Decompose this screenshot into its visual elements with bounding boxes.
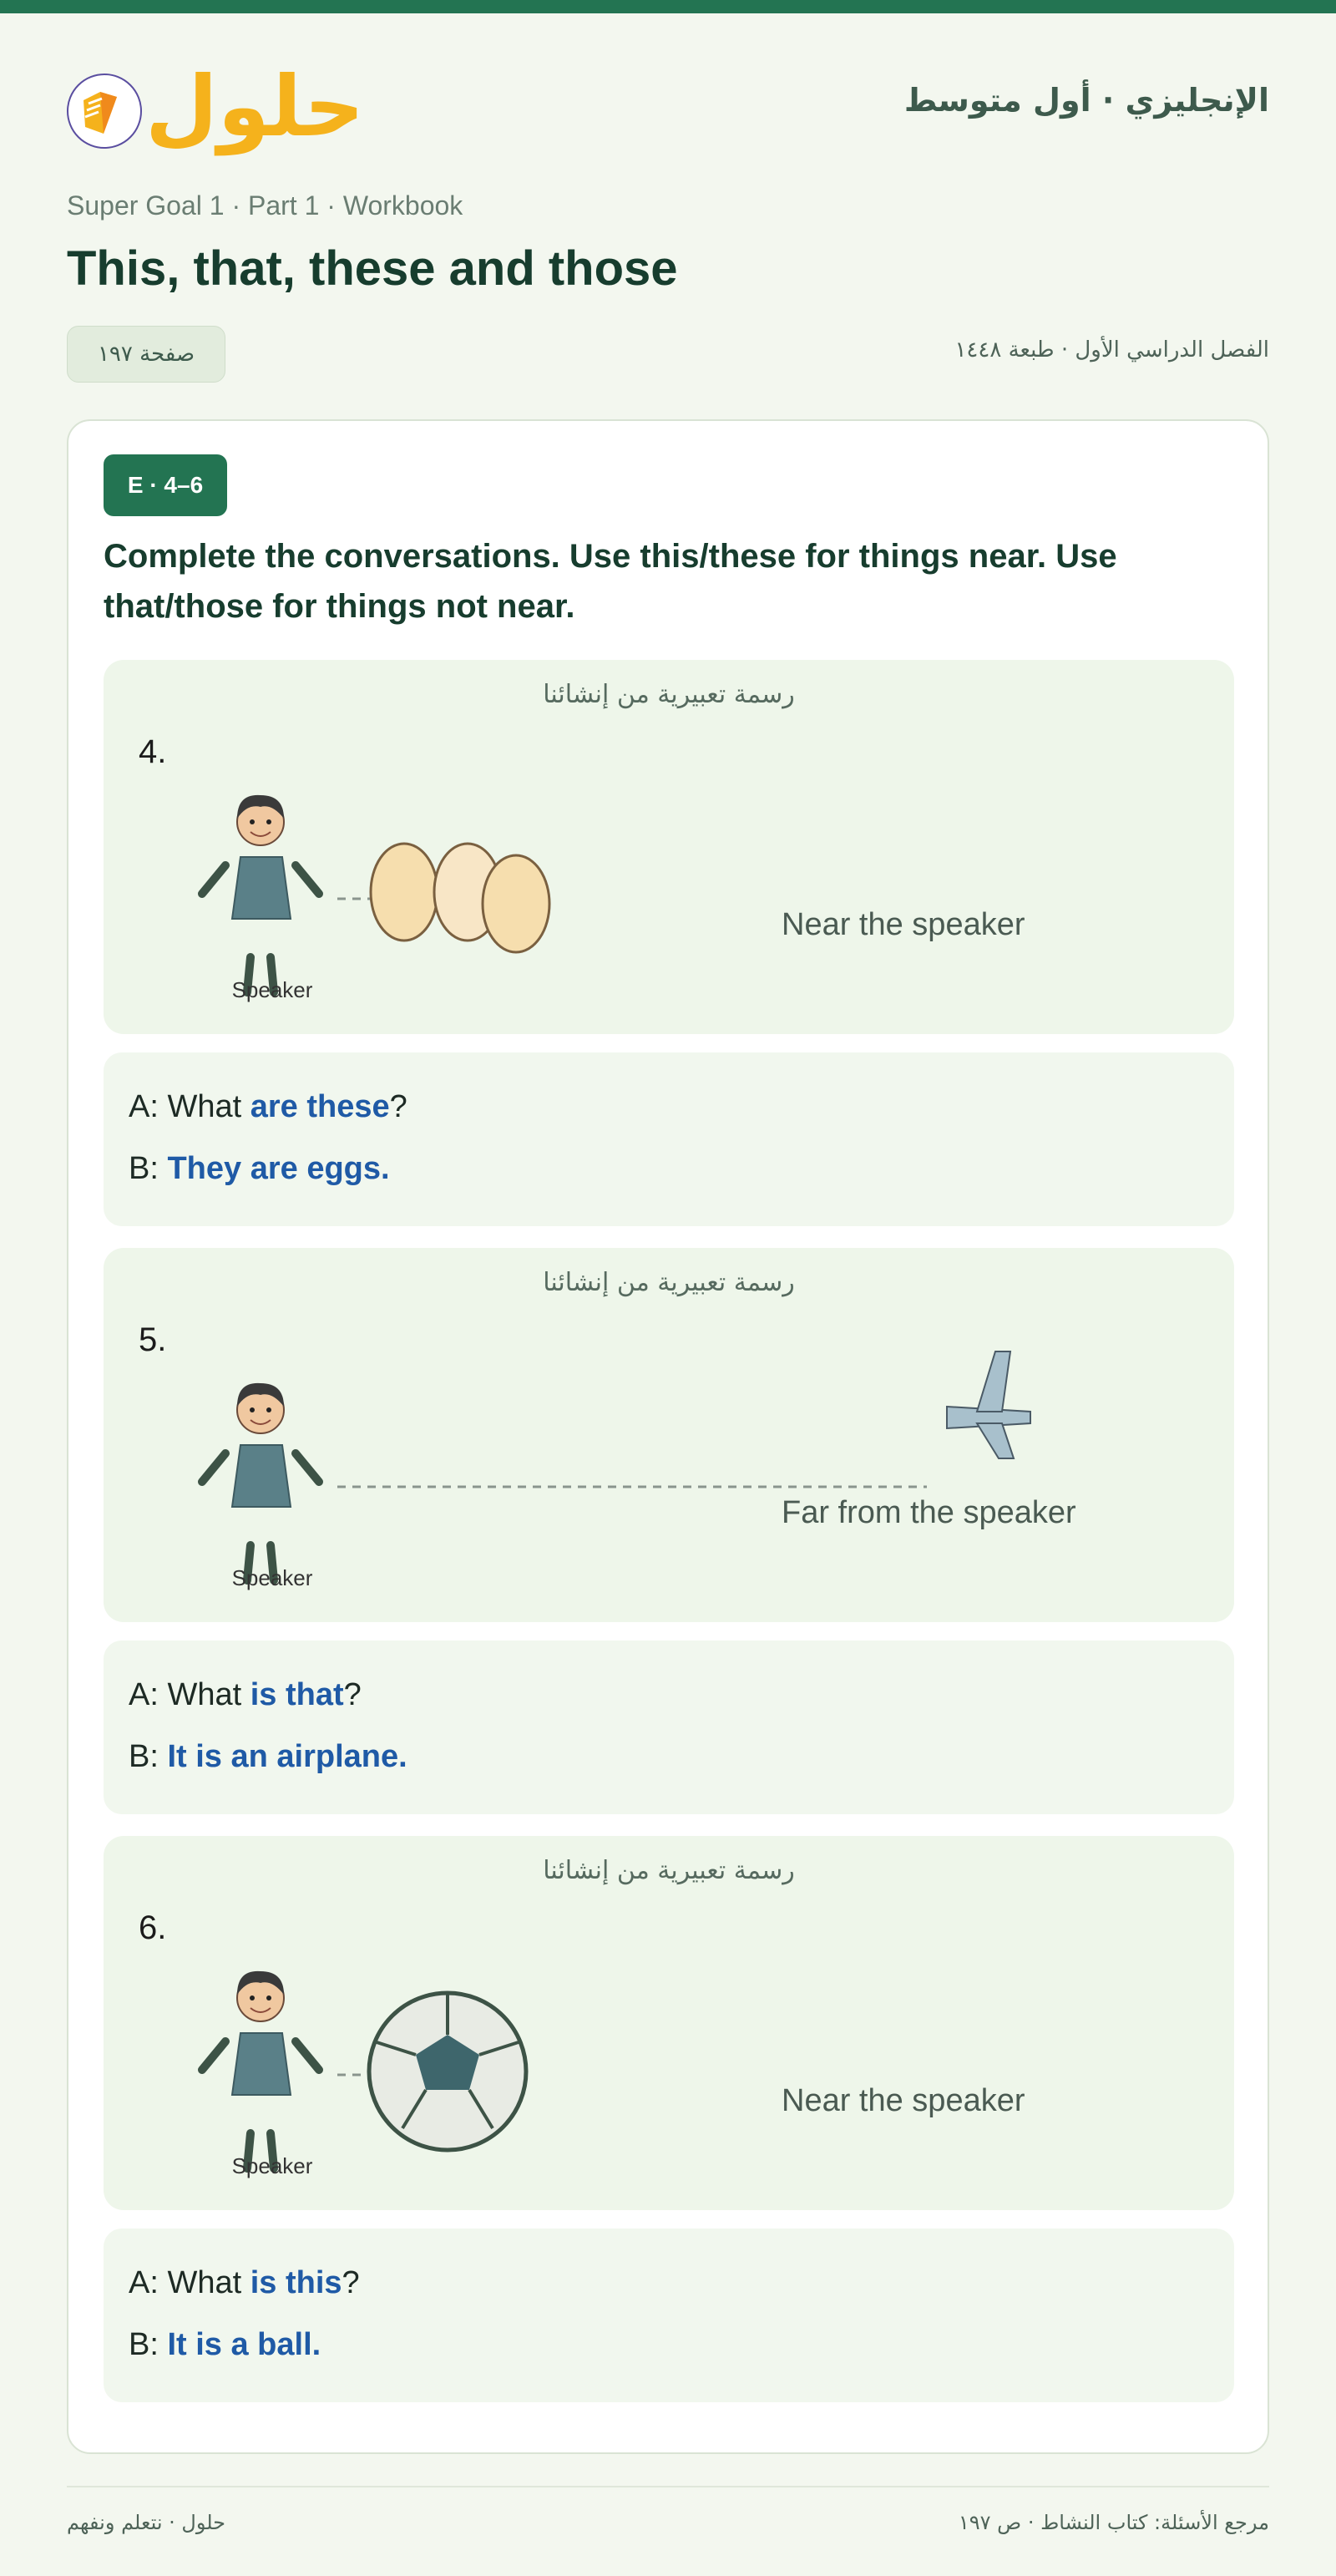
answer-prefix: B:	[129, 1151, 168, 1186]
question-answer: are these	[250, 1089, 390, 1124]
speaker-label: Speaker	[231, 1565, 313, 1590]
logo-book-icon	[67, 74, 142, 149]
question-answer: is this	[250, 2265, 342, 2300]
item-number: 6.	[139, 1909, 167, 1946]
header-course-title: الإنجليزي · أول متوسط	[903, 82, 1269, 119]
illustration-item-6	[104, 1836, 1234, 2210]
answer-prefix: B:	[129, 1739, 168, 1774]
speaker-label: Speaker	[231, 2153, 313, 2178]
question-line	[129, 1677, 362, 1713]
book-subject-line: Super Goal 1 · Part 1 · Workbook	[67, 190, 463, 221]
answer-line	[129, 1739, 407, 1775]
question-line	[129, 2265, 360, 2301]
site-logo[interactable]	[67, 57, 365, 155]
question-prefix: A: What	[129, 1089, 250, 1124]
conversation-item-5	[104, 1640, 1234, 1814]
illustration-item-4	[104, 660, 1234, 1034]
answer-text: They are eggs.	[167, 1151, 390, 1186]
item-number: 5.	[139, 1321, 167, 1358]
exercise-badge: E · 4–6	[104, 454, 227, 516]
page-number-badge: صفحة ١٩٧	[67, 326, 225, 383]
answer-line	[129, 2327, 321, 2363]
illustration-caption: رسمة تعبيرية من إنشائنا	[543, 680, 795, 709]
exercise-card	[67, 419, 1269, 2454]
illustration-caption: رسمة تعبيرية من إنشائنا	[543, 1856, 795, 1885]
footer-divider	[67, 2486, 1269, 2487]
soccer-ball-icon	[369, 1993, 526, 2150]
answer-text: It is a ball.	[167, 2327, 321, 2362]
question-line	[129, 1089, 407, 1125]
distance-label: Far from the speaker	[782, 1495, 1076, 1530]
conversation-item-4	[104, 1052, 1234, 1226]
exercise-instructions: Complete the conversations. Use this/these for things near. Use that/those for things not near.	[104, 538, 1117, 625]
question-prefix: A: What	[129, 2265, 250, 2300]
eggs-icon	[371, 844, 549, 952]
illustration-item-5	[104, 1248, 1234, 1622]
speaker-figure-icon	[202, 1383, 319, 1580]
distance-label: Near the speaker	[782, 2083, 1025, 2118]
airplane-icon	[947, 1351, 1030, 1458]
conversation-item-6	[104, 2229, 1234, 2402]
answer-line	[129, 1151, 390, 1187]
footer-reference: مرجع الأسئلة: كتاب النشاط · ص ١٩٧	[958, 2511, 1269, 2534]
illustration-caption: رسمة تعبيرية من إنشائنا	[543, 1268, 795, 1297]
speaker-label: Speaker	[231, 977, 313, 1002]
site-header	[67, 57, 1269, 155]
question-answer: is that	[250, 1677, 344, 1712]
item-number: 4.	[139, 733, 167, 770]
page-title: This, that, these and those	[67, 241, 678, 296]
question-prefix: A: What	[129, 1677, 250, 1712]
edition-info: الفصل الدراسي الأول · طبعة ١٤٤٨	[954, 337, 1269, 363]
footer-tagline: حلول · نتعلم ونفهم	[67, 2511, 225, 2534]
answer-text: It is an airplane.	[167, 1739, 407, 1774]
speaker-figure-icon	[202, 1971, 319, 2168]
question-suffix: ?	[389, 1089, 407, 1124]
answer-prefix: B:	[129, 2327, 168, 2362]
logo-wordmark: حلول	[145, 58, 365, 155]
question-suffix: ?	[342, 2265, 360, 2300]
distance-label: Near the speaker	[782, 907, 1025, 942]
speaker-figure-icon	[202, 795, 319, 992]
question-suffix: ?	[343, 1677, 362, 1712]
top-accent-bar	[0, 0, 1336, 13]
